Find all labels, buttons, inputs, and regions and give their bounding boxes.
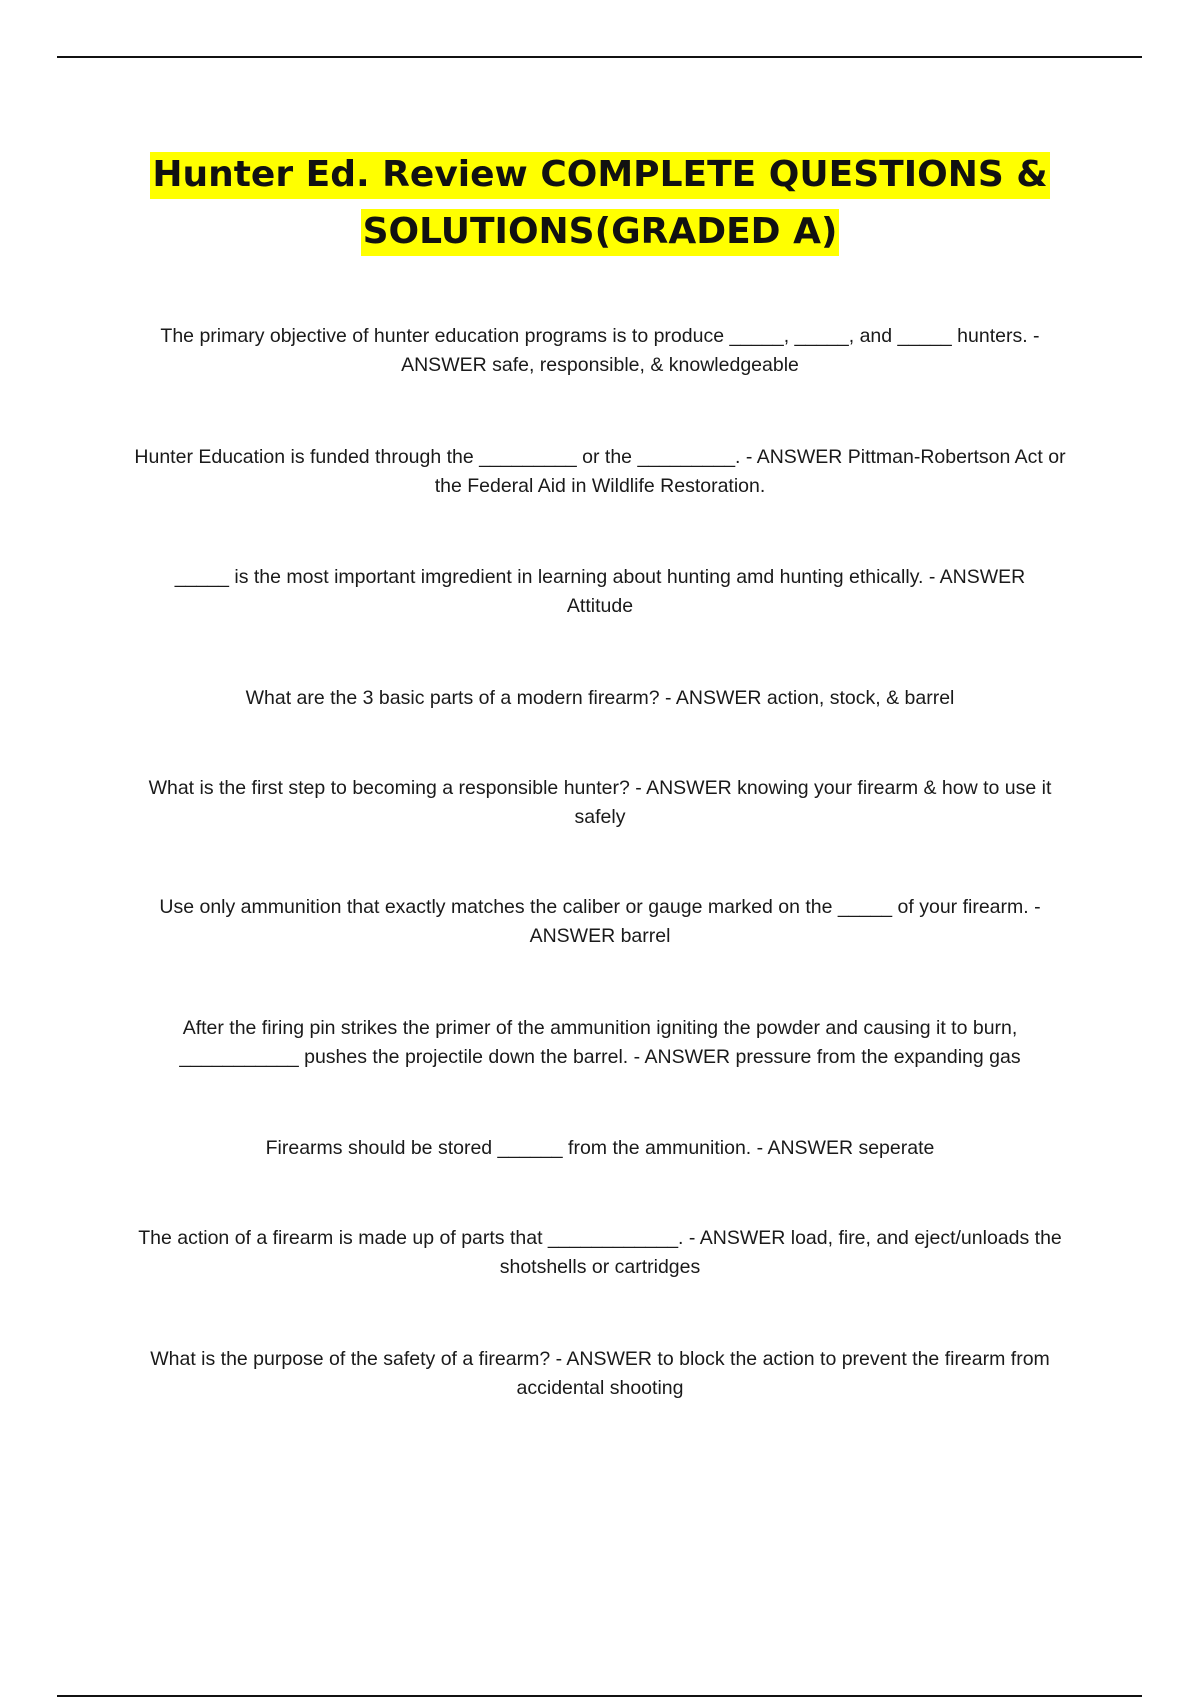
qa-item-7 [130, 1014, 1070, 1072]
qa-text: the Federal Aid in Wildlife Restoration. [434, 475, 766, 497]
footer-rule [57, 1695, 1142, 1697]
document-title [100, 146, 1100, 260]
qa-text: After the firing pin strikes the primer of the ammunition igniting the powder and causing it to burn, [182, 1017, 1018, 1039]
title-highlight: SOLUTIONS(GRADED A) [361, 209, 840, 256]
qa-text: shotshells or cartridges [499, 1256, 701, 1278]
qa-text: What is the purpose of the safety of a firearm? - ANSWER to block the action to prevent the firearm from [150, 1348, 1050, 1370]
qa-text: What is the first step to becoming a responsible hunter? - ANSWER knowing your firearm & how to use it [148, 777, 1052, 799]
qa-text: ___________ pushes the projectile down the barrel. - ANSWER pressure from the expanding gas [179, 1046, 1021, 1068]
qa-text: Use only ammunition that exactly matches the caliber or gauge marked on the _____ of your firearm. - [159, 896, 1041, 918]
title-highlight: Hunter Ed. Review COMPLETE QUESTIONS & [150, 152, 1049, 199]
qa-text: Firearms should be stored ______ from the ammunition. - ANSWER seperate [265, 1137, 935, 1159]
qa-item-6 [130, 893, 1070, 951]
qa-text: _____ is the most important imgredient in learning about hunting amd hunting ethically. - ANSWER [174, 566, 1026, 588]
qa-item-3 [130, 563, 1070, 621]
qa-text: The action of a firearm is made up of parts that ____________. - ANSWER load, fire, and eject/unloads the [138, 1227, 1062, 1249]
qa-text: ANSWER barrel [529, 925, 671, 947]
title-line-1 [100, 146, 1100, 203]
qa-item-2 [130, 443, 1070, 501]
qa-text: accidental shooting [516, 1377, 684, 1399]
header-rule [57, 56, 1142, 58]
qa-item-5 [130, 774, 1070, 832]
qa-text: Hunter Education is funded through the _________ or the _________. - ANSWER Pittman-Robertson Act or [134, 446, 1066, 468]
qa-item-10 [130, 1345, 1070, 1403]
qa-item-9 [130, 1224, 1070, 1282]
title-line-2 [100, 203, 1100, 260]
qa-item-4 [130, 684, 1070, 713]
qa-text: The primary objective of hunter education programs is to produce _____, _____, and _____ hunters. - [160, 325, 1040, 347]
qa-item-1 [130, 322, 1070, 380]
qa-item-8 [130, 1134, 1070, 1163]
qa-text: ANSWER safe, responsible, & knowledgeable [401, 354, 799, 376]
qa-text: safely [574, 806, 626, 828]
qa-text: What are the 3 basic parts of a modern firearm? - ANSWER action, stock, & barrel [245, 687, 955, 709]
qa-text: Attitude [566, 595, 634, 617]
